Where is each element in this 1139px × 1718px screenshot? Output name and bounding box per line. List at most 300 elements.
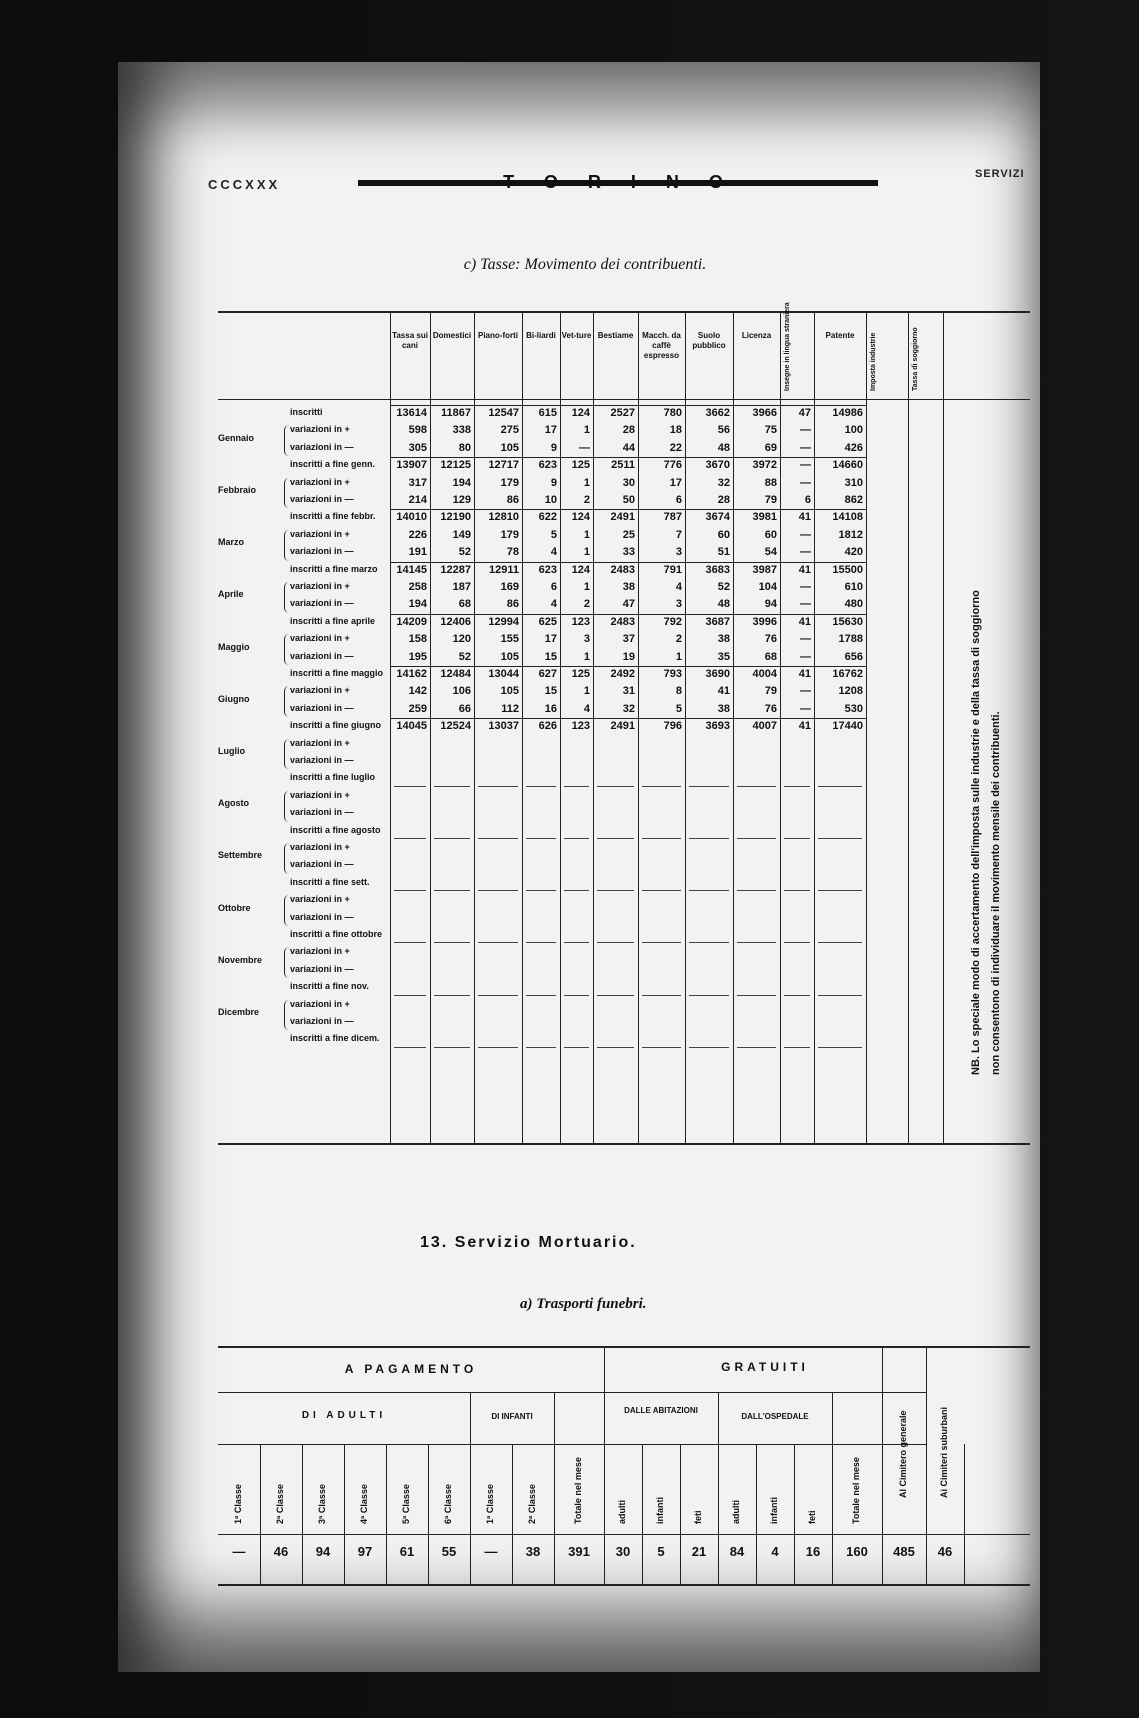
data-cell: 48 bbox=[717, 441, 730, 454]
column-header: 1ª Classe bbox=[233, 1484, 243, 1524]
data-cell: 14986 bbox=[832, 407, 863, 419]
row-label: variazioni in — bbox=[290, 494, 354, 504]
data-cell: 125 bbox=[571, 459, 590, 472]
column-header: Al Cimitero generale bbox=[898, 1410, 908, 1498]
data-cell: 25 bbox=[622, 528, 635, 541]
data-cell: 123 bbox=[571, 720, 590, 733]
brace bbox=[284, 425, 289, 456]
data-cell: 47 bbox=[622, 598, 635, 611]
blank-cell bbox=[394, 786, 426, 787]
data-cell: 50 bbox=[622, 494, 635, 506]
data-cell: 2 bbox=[583, 598, 590, 611]
brace bbox=[284, 843, 289, 874]
column-header: Suolo pubblico bbox=[692, 331, 726, 350]
blank-cell bbox=[642, 838, 681, 839]
row-label: inscritti a fine febbr. bbox=[290, 511, 376, 522]
data-cell: 158 bbox=[408, 633, 427, 646]
data-cell: 530 bbox=[844, 702, 863, 715]
data-cell: 105 bbox=[500, 685, 519, 698]
data-cell: 2491 bbox=[610, 511, 635, 524]
blank-cell bbox=[642, 942, 681, 943]
data-cell: 76 bbox=[764, 702, 777, 715]
data-cell: 3996 bbox=[752, 615, 777, 628]
column-header: feti bbox=[693, 1510, 703, 1524]
blank-cell bbox=[737, 942, 776, 943]
column-header: 5ª Classe bbox=[401, 1484, 411, 1524]
data-cell: 38 bbox=[717, 702, 730, 715]
data-cell: 1 bbox=[583, 546, 590, 559]
data-cell: 7 bbox=[675, 528, 682, 541]
data-cell: 88 bbox=[764, 476, 777, 489]
data-cell: 129 bbox=[452, 494, 471, 506]
data-cell: 2492 bbox=[610, 668, 635, 680]
data-cell: 3987 bbox=[752, 563, 777, 576]
data-cell: 106 bbox=[452, 685, 471, 698]
data-cell: 787 bbox=[663, 511, 682, 524]
row-label: inscritti a fine genn. bbox=[290, 459, 376, 470]
blank-cell bbox=[784, 890, 810, 891]
data-cell: 13037 bbox=[488, 720, 519, 733]
data-cell: 214 bbox=[408, 494, 427, 506]
data-cell: 86 bbox=[506, 494, 519, 506]
column-header: Piano-forti bbox=[478, 331, 518, 340]
column-header: adulti bbox=[731, 1500, 741, 1524]
row-label: variazioni in — bbox=[290, 963, 354, 974]
data-cell: 52 bbox=[458, 546, 471, 559]
data-cell: 16 bbox=[544, 702, 557, 715]
data-cell: 46 bbox=[937, 1544, 953, 1559]
blank-cell bbox=[526, 1047, 556, 1048]
data-cell: 3687 bbox=[705, 615, 730, 628]
data-cell: 3981 bbox=[752, 511, 777, 524]
data-cell: 15500 bbox=[832, 563, 863, 576]
data-cell: 12125 bbox=[440, 459, 471, 472]
blank-cell bbox=[784, 1047, 810, 1048]
data-cell: 35 bbox=[717, 650, 730, 663]
running-head-left: CCCXXX bbox=[208, 177, 281, 192]
data-cell: 94 bbox=[764, 598, 777, 611]
total-rule bbox=[390, 405, 866, 406]
blank-cell bbox=[642, 786, 681, 787]
data-cell: 610 bbox=[844, 581, 863, 593]
data-cell: 338 bbox=[452, 424, 471, 437]
running-head-center bbox=[358, 172, 880, 194]
blank-cell bbox=[818, 786, 862, 787]
data-cell: 155 bbox=[500, 633, 519, 646]
data-cell: 12717 bbox=[488, 459, 519, 472]
footnote-line1: NB. Lo speciale modo di accertamento dell'imposta sulle industrie e della tassa di soggiorno bbox=[970, 590, 982, 1075]
group-free: GRATUITI bbox=[721, 1360, 809, 1374]
column-header: infanti bbox=[655, 1497, 665, 1524]
blank-cell bbox=[564, 838, 589, 839]
data-cell: 124 bbox=[571, 563, 590, 576]
running-head-right: SERVIZI bbox=[975, 168, 1025, 180]
column-header: Tassa sui cani bbox=[392, 331, 428, 350]
data-cell: 75 bbox=[764, 424, 777, 437]
data-cell: 6 bbox=[550, 581, 557, 593]
column-header: Totale nel mese bbox=[573, 1457, 583, 1524]
data-cell: 4 bbox=[583, 702, 590, 715]
blank-cell bbox=[818, 995, 862, 996]
row-label: inscritti a fine agosto bbox=[290, 824, 381, 835]
data-cell: 1812 bbox=[838, 528, 863, 541]
column-header: Bestiame bbox=[597, 331, 634, 340]
column-rule bbox=[866, 313, 867, 1143]
row-label: variazioni in + bbox=[290, 894, 350, 905]
data-cell: 426 bbox=[844, 441, 863, 454]
blank-cell bbox=[597, 838, 634, 839]
table-rule bbox=[964, 1444, 965, 1584]
data-cell: 18 bbox=[669, 424, 682, 437]
blank-cell bbox=[642, 890, 681, 891]
row-label: variazioni in + bbox=[290, 476, 350, 487]
data-cell: 125 bbox=[571, 668, 590, 680]
table-rule bbox=[302, 1444, 303, 1584]
blank-cell bbox=[737, 786, 776, 787]
row-label: inscritti a fine aprile bbox=[290, 615, 376, 626]
blank-cell bbox=[394, 995, 426, 996]
data-cell: 60 bbox=[764, 528, 777, 541]
column-rule bbox=[908, 313, 909, 1143]
data-cell: 793 bbox=[663, 668, 682, 680]
row-label: variazioni in — bbox=[290, 650, 354, 661]
data-cell: 14010 bbox=[396, 511, 427, 524]
data-cell: 862 bbox=[844, 494, 863, 506]
sub-home: DALLE ABITAZIONI bbox=[624, 1406, 698, 1415]
column-header: Imposta industrie bbox=[870, 332, 877, 391]
column-header: adulti bbox=[617, 1500, 627, 1524]
data-cell: — bbox=[232, 1544, 246, 1559]
data-cell: 12190 bbox=[440, 511, 471, 524]
data-cell: 61 bbox=[399, 1544, 415, 1559]
data-cell: 258 bbox=[408, 581, 427, 593]
blank-cell bbox=[818, 890, 862, 891]
table-rule bbox=[260, 1444, 261, 1584]
blank-cell bbox=[737, 890, 776, 891]
data-cell: — bbox=[800, 685, 811, 698]
data-cell: 310 bbox=[844, 476, 863, 489]
data-cell: 622 bbox=[538, 511, 557, 524]
data-cell: 16762 bbox=[832, 668, 863, 680]
row-label: inscritti bbox=[290, 407, 323, 417]
data-cell: 124 bbox=[571, 407, 590, 419]
blank-cell bbox=[597, 890, 634, 891]
data-cell: 78 bbox=[506, 546, 519, 559]
data-cell: 68 bbox=[458, 598, 471, 611]
month-label: Dicembre bbox=[218, 1007, 260, 1018]
blank-cell bbox=[434, 890, 470, 891]
data-cell: 791 bbox=[663, 563, 682, 576]
footnote-line2: non consentono di individuare il movimento mensile dei contribuenti. bbox=[990, 711, 1002, 1075]
blank-cell bbox=[689, 786, 729, 787]
sub-hospital: DALL'OSPEDALE bbox=[741, 1412, 809, 1421]
month-label: Luglio bbox=[218, 746, 245, 757]
column-header: 3ª Classe bbox=[317, 1484, 327, 1524]
data-cell: 3 bbox=[675, 546, 682, 559]
brace bbox=[284, 634, 289, 665]
blank-cell bbox=[478, 995, 518, 996]
data-cell: 56 bbox=[717, 424, 730, 437]
data-cell: 46 bbox=[273, 1544, 289, 1559]
brace bbox=[284, 739, 289, 770]
month-label: Gennaio bbox=[218, 432, 255, 443]
row-label: variazioni in + bbox=[290, 633, 350, 644]
data-cell: 86 bbox=[506, 598, 519, 611]
data-cell: 1 bbox=[583, 424, 590, 437]
row-label: inscritti a fine ottobre bbox=[290, 929, 383, 939]
column-rule bbox=[943, 313, 944, 1143]
data-cell: 3683 bbox=[705, 563, 730, 576]
blank-cell bbox=[478, 838, 518, 839]
data-cell: 112 bbox=[501, 702, 519, 715]
data-cell: 1 bbox=[583, 581, 590, 593]
blank-cell bbox=[478, 942, 518, 943]
row-label: variazioni in — bbox=[290, 702, 354, 713]
row-label: variazioni in — bbox=[290, 598, 354, 609]
data-cell: — bbox=[800, 581, 811, 593]
blank-cell bbox=[784, 995, 810, 996]
data-cell: 104 bbox=[758, 581, 777, 593]
blank-cell bbox=[597, 1047, 634, 1048]
blank-cell bbox=[818, 1047, 862, 1048]
data-cell: 792 bbox=[663, 615, 682, 628]
data-cell: 1208 bbox=[838, 685, 863, 698]
blank-cell bbox=[526, 890, 556, 891]
data-cell: 13044 bbox=[488, 668, 519, 680]
table-rule bbox=[428, 1444, 429, 1584]
data-cell: 10 bbox=[544, 494, 557, 506]
row-label: variazioni in + bbox=[290, 581, 350, 591]
blank-cell bbox=[434, 942, 470, 943]
row-label: inscritti a fine sett. bbox=[290, 876, 370, 887]
month-label: Settembre bbox=[218, 850, 263, 861]
data-cell: 17440 bbox=[832, 720, 863, 733]
row-label: inscritti a fine luglio bbox=[290, 772, 376, 783]
data-cell: 94 bbox=[315, 1544, 331, 1559]
data-cell: 54 bbox=[764, 546, 777, 559]
data-cell: 17 bbox=[544, 424, 557, 437]
blank-cell bbox=[478, 786, 518, 787]
table-rule bbox=[218, 1534, 1030, 1535]
data-cell: 9 bbox=[550, 441, 557, 454]
data-cell: 3674 bbox=[705, 511, 730, 524]
data-cell: — bbox=[579, 441, 590, 454]
data-cell: 420 bbox=[844, 546, 863, 559]
blank-cell bbox=[434, 786, 470, 787]
blank-cell bbox=[564, 942, 589, 943]
table-rule bbox=[344, 1444, 345, 1584]
row-label: variazioni in + bbox=[290, 685, 350, 696]
blank-cell bbox=[642, 1047, 681, 1048]
blank-cell bbox=[394, 890, 426, 891]
data-cell: 2527 bbox=[610, 407, 635, 419]
row-label: inscritti a fine marzo bbox=[290, 563, 378, 574]
blank-cell bbox=[597, 942, 634, 943]
blank-cell bbox=[434, 995, 470, 996]
row-label: variazioni in — bbox=[290, 807, 354, 818]
data-cell: — bbox=[800, 476, 811, 489]
data-cell: 28 bbox=[717, 494, 730, 506]
data-cell: 187 bbox=[452, 581, 471, 593]
column-header: feti bbox=[807, 1510, 817, 1524]
data-cell: 79 bbox=[764, 685, 777, 698]
table-rule bbox=[794, 1444, 795, 1584]
brace bbox=[284, 478, 289, 509]
row-label: inscritti a fine nov. bbox=[290, 981, 369, 992]
data-cell: 191 bbox=[408, 546, 427, 559]
data-cell: 4 bbox=[675, 581, 682, 593]
table1-title: c) Tasse: Movimento dei contribuenti. bbox=[463, 256, 707, 273]
data-cell: 44 bbox=[622, 441, 635, 454]
data-cell: — bbox=[800, 546, 811, 559]
row-label: variazioni in — bbox=[290, 911, 354, 922]
data-cell: 8 bbox=[675, 685, 682, 698]
data-cell: 3966 bbox=[752, 407, 777, 419]
data-cell: 41 bbox=[798, 511, 811, 524]
sub-infants: DI INFANTI bbox=[491, 1412, 533, 1421]
data-cell: 6 bbox=[675, 494, 682, 506]
data-cell: — bbox=[800, 441, 811, 454]
data-cell: 105 bbox=[500, 441, 519, 454]
column-header: Licenza bbox=[741, 331, 772, 340]
data-cell: 30 bbox=[615, 1544, 631, 1559]
brace bbox=[284, 947, 289, 978]
row-label: variazioni in — bbox=[290, 859, 354, 870]
data-cell: 5 bbox=[675, 702, 682, 715]
row-label: variazioni in + bbox=[290, 789, 350, 800]
data-cell: — bbox=[800, 598, 811, 611]
data-cell: 3690 bbox=[705, 668, 730, 680]
data-cell: 68 bbox=[764, 650, 777, 663]
row-label: variazioni in + bbox=[290, 842, 350, 852]
data-cell: — bbox=[800, 528, 811, 541]
data-cell: 1 bbox=[583, 528, 590, 541]
month-label: Aprile bbox=[218, 589, 244, 600]
data-cell: 625 bbox=[538, 615, 557, 628]
data-cell: 105 bbox=[500, 650, 519, 663]
blank-cell bbox=[478, 1047, 518, 1048]
total-rule bbox=[390, 457, 866, 458]
data-cell: 259 bbox=[408, 702, 427, 715]
blank-cell bbox=[526, 838, 556, 839]
data-cell: 1 bbox=[583, 685, 590, 698]
data-cell: 3693 bbox=[705, 720, 730, 733]
blank-cell bbox=[689, 838, 729, 839]
data-cell: 11867 bbox=[441, 407, 471, 419]
blank-cell bbox=[434, 838, 470, 839]
data-cell: 3972 bbox=[752, 459, 777, 472]
column-header: 2ª Classe bbox=[527, 1484, 537, 1524]
month-label: Agosto bbox=[218, 798, 249, 809]
data-cell: 12547 bbox=[488, 407, 519, 419]
data-cell: 41 bbox=[798, 615, 811, 628]
data-cell: 97 bbox=[357, 1544, 373, 1559]
data-cell: 47 bbox=[798, 407, 811, 419]
row-label: variazioni in — bbox=[290, 546, 354, 557]
data-cell: 12994 bbox=[488, 615, 519, 628]
data-cell: — bbox=[484, 1544, 498, 1559]
data-cell: 6 bbox=[804, 494, 811, 506]
data-cell: 15630 bbox=[832, 615, 863, 628]
data-cell: 627 bbox=[538, 668, 557, 680]
data-cell: 69 bbox=[764, 441, 777, 454]
data-cell: 1 bbox=[675, 650, 682, 663]
column-header: 1ª Classe bbox=[485, 1484, 495, 1524]
data-cell: 5 bbox=[657, 1544, 665, 1559]
data-cell: 226 bbox=[408, 528, 427, 541]
data-cell: 142 bbox=[408, 685, 427, 698]
row-label: variazioni in — bbox=[290, 441, 354, 452]
data-cell: 2483 bbox=[610, 563, 635, 576]
data-cell: 41 bbox=[717, 685, 730, 698]
data-cell: 17 bbox=[544, 633, 557, 646]
data-cell: 12484 bbox=[440, 668, 471, 680]
group-paid: A PAGAMENTO bbox=[344, 1362, 478, 1376]
table-rule bbox=[218, 1444, 926, 1445]
blank-cell bbox=[526, 995, 556, 996]
row-label: variazioni in + bbox=[290, 737, 350, 748]
column-header: 6ª Classe bbox=[443, 1484, 453, 1524]
running-head-city: TORINO bbox=[503, 172, 753, 192]
data-cell: 623 bbox=[538, 563, 557, 576]
column-header: 2ª Classe bbox=[275, 1484, 285, 1524]
data-cell: 194 bbox=[408, 598, 427, 611]
data-cell: 13614 bbox=[396, 407, 427, 419]
data-cell: 41 bbox=[798, 668, 811, 680]
blank-cell bbox=[394, 838, 426, 839]
total-rule bbox=[390, 509, 866, 510]
blank-cell bbox=[564, 1047, 589, 1048]
month-label: Ottobre bbox=[218, 902, 251, 913]
data-cell: 391 bbox=[568, 1544, 590, 1559]
data-cell: 21 bbox=[691, 1544, 707, 1559]
data-cell: 14045 bbox=[396, 720, 427, 733]
blank-cell bbox=[784, 942, 810, 943]
column-header: Bi-liardi bbox=[526, 331, 556, 340]
data-cell: 48 bbox=[717, 598, 730, 611]
blank-cell bbox=[784, 786, 810, 787]
data-cell: 100 bbox=[844, 424, 863, 437]
data-cell: 160 bbox=[846, 1544, 868, 1559]
data-cell: 2511 bbox=[611, 459, 635, 472]
data-cell: 776 bbox=[663, 459, 682, 472]
data-cell: — bbox=[800, 459, 811, 472]
data-cell: 3 bbox=[583, 633, 590, 646]
data-cell: 194 bbox=[452, 476, 471, 489]
data-cell: 30 bbox=[622, 476, 635, 489]
data-cell: 41 bbox=[798, 563, 811, 576]
column-header: Domestici bbox=[432, 331, 472, 340]
data-cell: — bbox=[800, 650, 811, 663]
funeral-table bbox=[218, 1346, 1030, 1586]
row-label: inscritti a fine giugno bbox=[290, 720, 382, 731]
data-cell: 169 bbox=[500, 581, 519, 593]
data-cell: 28 bbox=[622, 424, 635, 437]
blank-cell bbox=[818, 838, 862, 839]
blank-cell bbox=[394, 942, 426, 943]
table-rule bbox=[642, 1444, 643, 1584]
contributors-table bbox=[218, 302, 1030, 1145]
sub-adults: DI ADULTI bbox=[301, 1410, 387, 1421]
blank-cell bbox=[737, 838, 776, 839]
blank-cell bbox=[597, 995, 634, 996]
column-header: Ai Cimiteri suburbani bbox=[939, 1406, 949, 1498]
data-cell: 14162 bbox=[396, 668, 427, 680]
table-rule bbox=[756, 1444, 757, 1584]
data-cell: 1 bbox=[583, 476, 590, 489]
data-cell: 52 bbox=[458, 650, 471, 663]
data-cell: 4007 bbox=[752, 720, 777, 733]
